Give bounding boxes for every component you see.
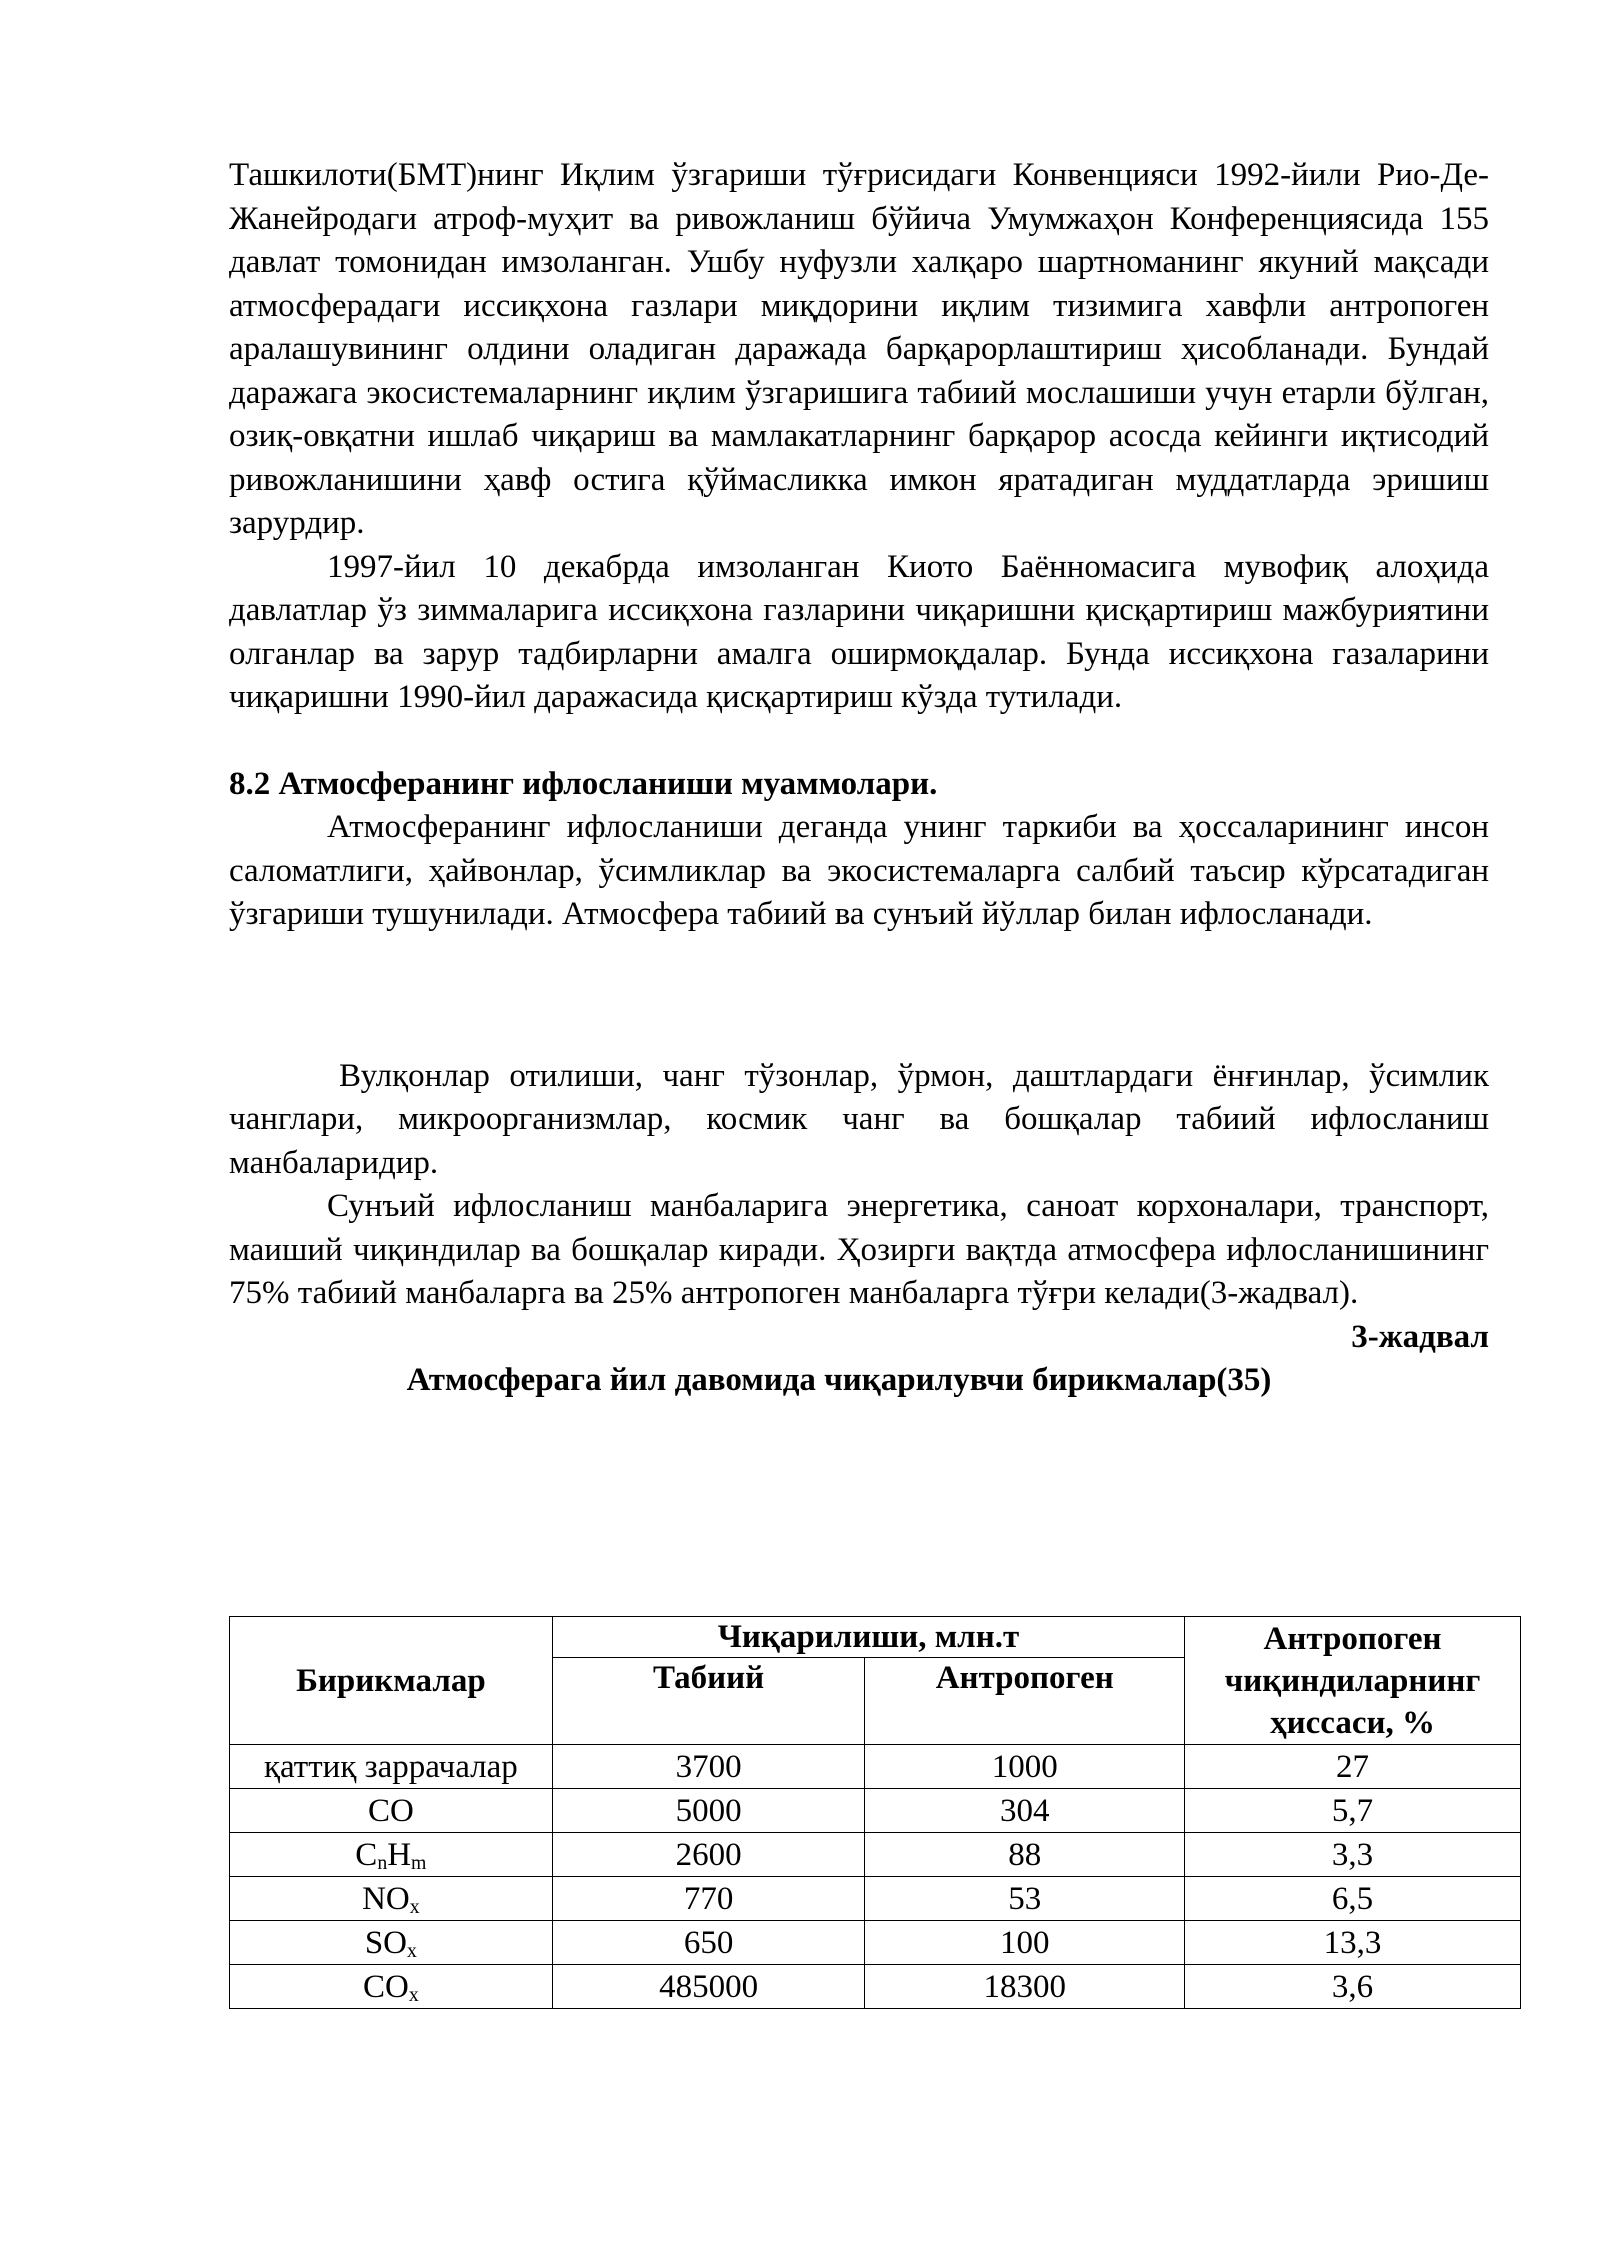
header-anthropogenic-share: [1185, 1617, 1521, 1745]
cell-compound: [230, 1921, 553, 1965]
cell-share: 3,3: [1185, 1833, 1521, 1877]
cell-natural: 485000: [552, 1965, 865, 2009]
table-row: [230, 1789, 1521, 1833]
cell-natural: 3700: [552, 1745, 865, 1789]
table-title: Атмосферага йил давомида чиқарилувчи бирикмалар(35): [406, 1362, 1272, 1398]
cell-natural: 770: [552, 1877, 865, 1921]
header-anthropogenic: Антропоген: [865, 1658, 1185, 1745]
paragraph-artificial-sources: Сунъий ифлосланиш манбаларига энергетика, саноат корхоналари, транспорт, маиший чиқиндилар ва бошқалар киради. Ҳозирги вақтда атмосфера ифлосланишининг 75% табиий манбаларга ва 25% антропоген манбаларга тўғри келади(3-жадвал).: [229, 1188, 1489, 1311]
cell-anthropogenic: 53: [865, 1877, 1185, 1921]
cell-share: 6,5: [1185, 1877, 1521, 1921]
paragraph-convention: Ташкилоти(БМТ)нинг Иқлим ўзгариши тўғрисидаги Конвенцияси 1992-йили Рио-Де-Жанейродаги атроф-муҳит ва ривожланиш бўйича Умумжаҳон Конференциясида 155 давлат томонидан имзоланган. Ушбу нуфузли халқаро шартноманинг якуний мақсади атмосферадаги иссиқхона газлари миқдорини иқлим тизимига хавфли антропоген аралашувининг олдини оладиган даражада барқарорлаштириш ҳисобланади. Бундай даражага экосистемаларнинг иқлим ўзгаришига табиий мослашиши учун етарли бўлган, озиқ-овқатни ишлаб чиқариш ва мамлакатларнинг барқарор асосда кейинги иқтисодий ривожланишини ҳавф остига қўймасликка имкон яратадиган муддатларда эришиш зарурдир.: [229, 157, 1489, 541]
cell-compound: [230, 1833, 553, 1877]
table-body: [230, 1745, 1521, 2009]
document-body: [229, 154, 1489, 1403]
table-row: [230, 1833, 1521, 1877]
paragraph-pollution-definition: Атмосферанинг ифлосланиши деганда унинг таркиби ва ҳоссаларининг инсон саломатлиги, ҳайвонлар, ўсимликлар ва экосистемаларга салбий таъсир кўрсатадиган ўзгариши тушунилади. Атмосфера табиий ва сунъий йўллар билан ифлосланади.: [229, 809, 1489, 932]
compound-symbol: H: [387, 1836, 412, 1873]
cell-natural: 650: [552, 1921, 865, 1965]
header-share-line: ҳиссаси, %: [1270, 1704, 1435, 1741]
cell-anthropogenic: 304: [865, 1789, 1185, 1833]
cell-compound: [230, 1877, 553, 1921]
compound-symbol: CO: [367, 1792, 414, 1829]
table-number: 3-жадвал: [1351, 1318, 1489, 1355]
section-heading: 8.2 Атмосферанинг ифлосланиши муаммолари.: [229, 765, 938, 802]
cell-anthropogenic: 18300: [865, 1965, 1185, 2009]
compound-symbol: CO: [363, 1968, 409, 2005]
compound-subscript: x: [408, 1983, 419, 2006]
emissions-table: [229, 1616, 1521, 2009]
compound-symbol: SO: [364, 1924, 408, 1961]
spacer: [229, 720, 1489, 763]
compound-subscript: x: [407, 1939, 417, 1962]
compound-subscript: n: [377, 1851, 388, 1874]
compound-subscript: m: [411, 1851, 427, 1874]
cell-anthropogenic: 1000: [865, 1745, 1185, 1789]
header-natural: Табиий: [552, 1658, 865, 1745]
header-emission-group: Чиқарилиши, млн.т: [552, 1617, 1184, 1658]
compound-symbol: қаттиқ заррачалар: [263, 1748, 518, 1785]
cell-anthropogenic: 100: [865, 1921, 1185, 1965]
table-row: [230, 1745, 1521, 1789]
cell-anthropogenic: 88: [865, 1833, 1185, 1877]
cell-share: 3,6: [1185, 1965, 1521, 2009]
table-header-row: [230, 1617, 1521, 1658]
cell-share: 13,3: [1185, 1921, 1521, 1965]
cell-share: 5,7: [1185, 1789, 1521, 1833]
cell-compound: [230, 1789, 553, 1833]
header-compounds: Бирикмалар: [230, 1617, 553, 1745]
cell-compound: [230, 1965, 553, 2009]
cell-natural: 5000: [552, 1789, 865, 1833]
cell-compound: [230, 1745, 553, 1789]
compound-subscript: x: [409, 1895, 420, 1918]
compound-symbol: C: [355, 1836, 378, 1873]
table-row: [230, 1921, 1521, 1965]
table-row: [230, 1877, 1521, 1921]
spacer: [229, 937, 1489, 1055]
cell-natural: 2600: [552, 1833, 865, 1877]
header-share-line: Антропоген: [1263, 1620, 1442, 1657]
table-row: [230, 1965, 1521, 2009]
header-share-line: чиқиндиларнинг: [1224, 1662, 1481, 1699]
cell-share: 27: [1185, 1745, 1521, 1789]
paragraph-kyoto: 1997-йил 10 декабрда имзоланган Киото Баённомасига мувофиқ алоҳида давлатлар ўз зиммаларига иссиқхона газларини чиқаришни қисқартириш мажбуриятини олганлар ва зарур тадбирларни амалга оширмоқдалар. Бунда иссиқхона газаларини чиқаришни 1990-йил даражасида қисқартириш кўзда тутилади.: [229, 548, 1489, 715]
paragraph-natural-sources: Вулқонлар отилиши, чанг тўзонлар, ўрмон, даштлардаги ёнғинлар, ўсимлик чанглари, микроорганизмлар, космик чанг ва бошқалар табиий ифлосланиш манбаларидир.: [229, 1057, 1489, 1181]
compound-symbol: NO: [362, 1880, 410, 1917]
